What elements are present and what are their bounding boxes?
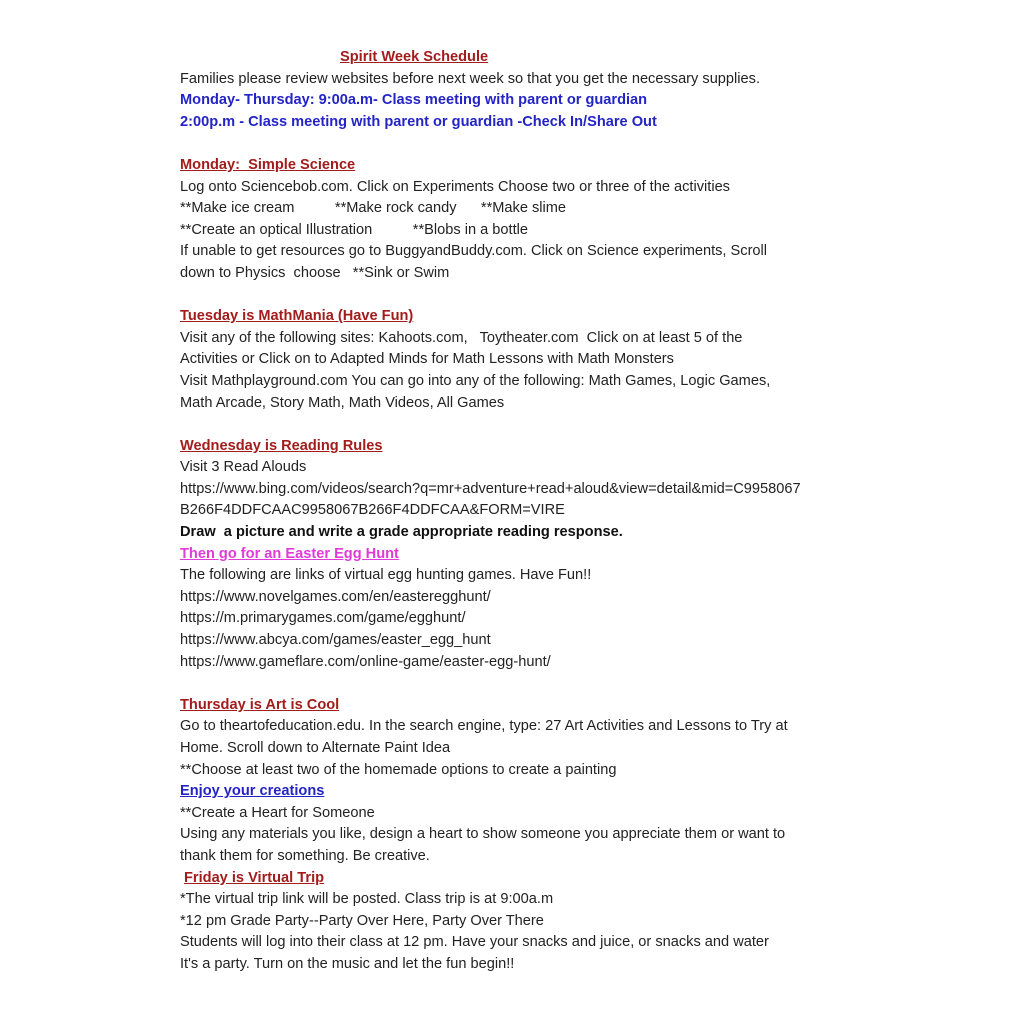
monday-line: If unable to get resources go to BuggyandBuddy.com. Click on Science experiments, Scroll xyxy=(180,243,768,260)
tuesday-line: Visit Mathplayground.com You can go into any of the following: Math Games, Logic Games, xyxy=(180,372,771,389)
tuesday-line: Activities or Click on to Adapted Minds for Math Lessons with Math Monsters xyxy=(180,351,674,368)
page-title: Spirit Week Schedule xyxy=(340,49,489,65)
easter-egg-link[interactable]: https://www.novelgames.com/en/easteregghunt/ xyxy=(180,588,491,605)
monday-line: **Create an optical Illustration **Blobs in a bottle xyxy=(180,221,529,238)
friday-heading: Friday is Virtual Trip xyxy=(184,869,325,886)
wednesday-link[interactable]: https://www.bing.com/videos/search?q=mr+adventure+read+aloud&view=detail&mid=C9958067 xyxy=(180,480,801,497)
friday-line: It's a party. Turn on the music and let the fun begin!! xyxy=(180,955,515,972)
monday-heading: Monday: Simple Science xyxy=(180,156,356,173)
friday-line: *12 pm Grade Party--Party Over Here, Party Over There xyxy=(180,912,544,929)
monday-line: **Make ice cream **Make rock candy **Make slime xyxy=(180,200,567,217)
tuesday-heading: Tuesday is MathMania (Have Fun) xyxy=(180,308,414,325)
friday-line: *The virtual trip link will be posted. Class trip is at 9:00a.m xyxy=(180,891,554,908)
meeting-line: 2:00p.m - Class meeting with parent or guardian -Check In/Share Out xyxy=(180,113,657,130)
thursday-line: Using any materials you like, design a heart to show someone you appreciate them or want to xyxy=(180,826,786,843)
thursday-line: Go to theartofeducation.edu. In the search engine, type: 27 Art Activities and Lessons to Try at xyxy=(180,718,788,735)
easter-egg-link[interactable]: https://www.abcya.com/games/easter_egg_hunt xyxy=(180,632,491,649)
wednesday-bold-line: Draw a picture and write a grade appropriate reading response. xyxy=(180,524,623,541)
thursday-heading: Thursday is Art is Cool xyxy=(180,696,340,713)
wednesday-line: Visit 3 Read Alouds xyxy=(180,459,307,476)
easter-egg-link[interactable]: https://m.primarygames.com/game/egghunt/ xyxy=(180,610,466,627)
thursday-line: Home. Scroll down to Alternate Paint Idea xyxy=(180,740,451,756)
easter-egg-line: The following are links of virtual egg hunting games. Have Fun!! xyxy=(180,567,592,584)
wednesday-link[interactable]: B266F4DDFCAAC9958067B266F4DDFCAA&FORM=VIRE xyxy=(180,502,565,519)
wednesday-heading: Wednesday is Reading Rules xyxy=(180,437,383,454)
tuesday-line: Visit any of the following sites: Kahoots.com, Toytheater.com Click on at least 5 of the xyxy=(180,329,743,346)
document-page xyxy=(180,47,870,976)
meeting-line: Monday- Thursday: 9:00a.m- Class meeting with parent or guardian xyxy=(180,92,648,109)
thursday-line: thank them for something. Be creative. xyxy=(180,847,430,864)
thursday-line: **Create a Heart for Someone xyxy=(180,804,375,821)
easter-egg-heading: Then go for an Easter Egg Hunt xyxy=(180,545,399,562)
tuesday-line: Math Arcade, Story Math, Math Videos, All Games xyxy=(180,394,505,411)
easter-egg-link[interactable]: https://www.gameflare.com/online-game/easter-egg-hunt/ xyxy=(180,653,551,670)
friday-line: Students will log into their class at 12 pm. Have your snacks and juice, or snacks and water xyxy=(180,934,769,951)
enjoy-creations-heading: Enjoy your creations xyxy=(180,783,325,800)
monday-line: down to Physics choose **Sink or Swim xyxy=(180,264,450,281)
thursday-line: **Choose at least two of the homemade options to create a painting xyxy=(180,761,617,778)
intro-text: Families please review websites before next week so that you get the necessary supplies. xyxy=(180,70,760,87)
monday-line: Log onto Sciencebob.com. Click on Experiments Choose two or three of the activities xyxy=(180,178,730,195)
